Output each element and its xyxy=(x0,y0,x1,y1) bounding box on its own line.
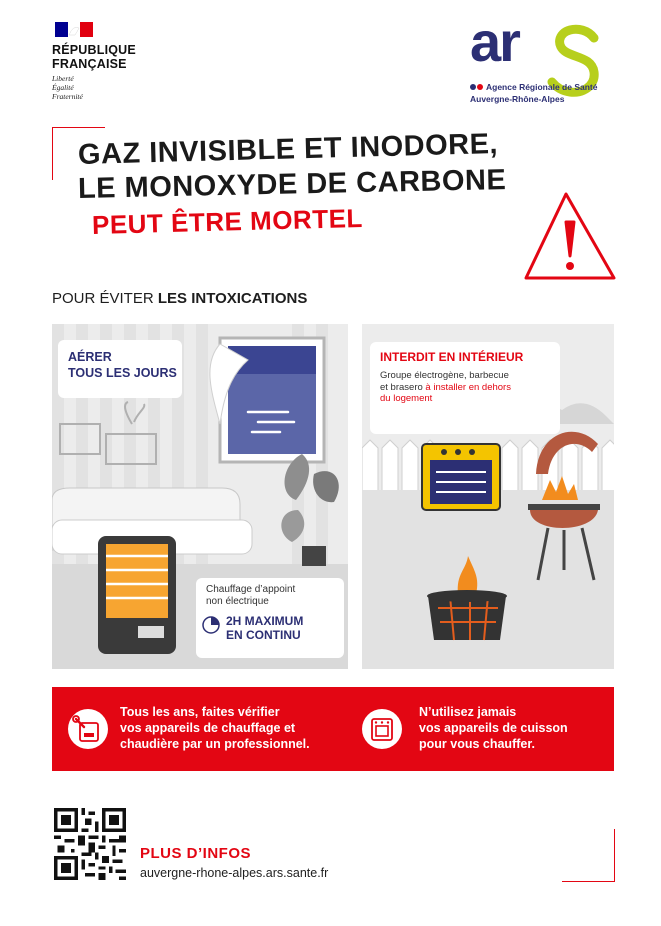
title-line-1: GAZ INVISIBLE ET INODORE, xyxy=(77,128,499,171)
interdit-body-line2-prefix: et brasero xyxy=(380,381,426,393)
wrench-boiler-icon xyxy=(68,709,108,749)
gov-name-line1: RÉPUBLIQUE xyxy=(52,43,136,57)
marianne-flag-icon xyxy=(55,22,93,37)
aerer-line2: TOUS LES JOURS xyxy=(68,366,177,380)
chauffage-line2: non électrique xyxy=(206,596,269,607)
ars-wordmark: ar xyxy=(470,10,519,73)
outdoor-illustration-panel xyxy=(362,324,614,669)
aerer-line1: AÉRER xyxy=(68,350,112,364)
maintenance-icon xyxy=(68,709,108,749)
subtitle-strong: LES INTOXICATIONS xyxy=(157,290,308,307)
band-left-line2: vos appareils de chauffage et xyxy=(120,721,296,735)
duration-text xyxy=(226,614,303,642)
motto-egalite: Égalité xyxy=(52,83,74,92)
motto-fraternite: Fraternité xyxy=(52,92,83,101)
cooking-icon xyxy=(362,709,402,749)
title-line-2: LE MONOXYDE DE CARBONE xyxy=(77,164,507,205)
ars-logo xyxy=(464,10,614,105)
poster-title xyxy=(77,128,578,242)
interdit-body xyxy=(380,370,560,405)
ars-dots-icon xyxy=(470,83,484,91)
interdit-card xyxy=(370,342,560,434)
motto-liberte: Liberté xyxy=(52,74,74,83)
band-right-line1: N’utilisez jamais xyxy=(419,705,517,719)
band-left-text xyxy=(120,704,310,752)
interdit-title: INTERDIT EN INTÉRIEUR xyxy=(380,350,524,364)
chauffage-card xyxy=(196,578,344,658)
band-right-line3: pour vous chauffer. xyxy=(419,737,535,751)
interdit-body-line1: Groupe électrogène, barbecue xyxy=(380,370,509,381)
qr-code-icon[interactable] xyxy=(54,808,126,880)
interdit-body-line2-red: à installer en dehors xyxy=(425,381,511,393)
advice-band xyxy=(52,687,614,771)
republique-francaise-logo xyxy=(52,22,152,102)
ars-region-name: Auvergne-Rhône-Alpes xyxy=(470,94,565,104)
title-line-3: PEUT ÊTRE MORTEL xyxy=(91,202,364,240)
band-left-line3: chaudière par un professionnel. xyxy=(120,737,310,751)
duration-line1: 2H MAXIMUM xyxy=(226,614,304,628)
subtitle-prefix: POUR ÉVITER xyxy=(52,290,158,307)
warning-triangle-icon xyxy=(520,186,620,286)
aerer-card xyxy=(58,340,182,398)
section-subtitle xyxy=(52,290,307,307)
chauffage-line1: Chauffage d’appoint xyxy=(206,584,296,595)
oven-icon xyxy=(362,709,402,749)
band-left-line1: Tous les ans, faites vérifier xyxy=(120,705,280,719)
plus-infos-heading: PLUS D’INFOS xyxy=(140,845,252,862)
gov-name-line2: FRANÇAISE xyxy=(52,57,127,71)
chauffage-label xyxy=(206,584,295,608)
clock-icon xyxy=(202,616,220,634)
gov-name xyxy=(52,43,136,71)
gov-motto xyxy=(52,74,83,101)
ventilation-illustration-panel xyxy=(52,324,348,669)
aerer-text xyxy=(68,349,177,381)
band-right-line2: vos appareils de cuisson xyxy=(419,721,568,735)
duration-line2: EN CONTINU xyxy=(226,628,301,642)
info-website-link[interactable]: auvergne-rhone-alpes.ars.sante.fr xyxy=(140,866,329,880)
ars-agency-name: Agence Régionale de Santé xyxy=(486,82,598,92)
band-right-text xyxy=(419,704,568,752)
corner-bracket-bottom-right xyxy=(562,829,615,882)
interdit-body-line3-red: du logement xyxy=(380,393,433,404)
